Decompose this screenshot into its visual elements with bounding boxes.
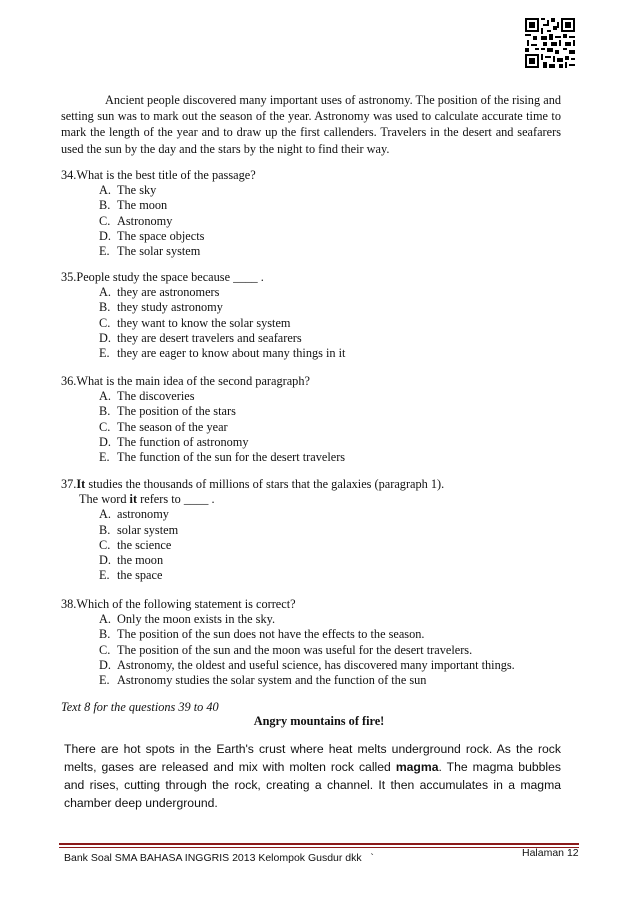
footer-rule-thin bbox=[59, 847, 579, 848]
option-b: B. solar system bbox=[99, 522, 179, 537]
question-sub-stem: The word it refers to ____ . bbox=[79, 492, 215, 507]
text8-title: Angry mountains of fire! bbox=[253, 714, 385, 728]
question-35 bbox=[61, 270, 561, 361]
option-b: B. The position of the sun does not have the effects to the season. bbox=[99, 627, 425, 642]
option-d: D. The function of astronomy bbox=[99, 434, 249, 449]
option-b: B. they study astronomy bbox=[99, 300, 223, 315]
question-36 bbox=[61, 374, 561, 465]
option-d: D. The space objects bbox=[99, 228, 205, 243]
question-38 bbox=[61, 597, 561, 688]
option-c: C. Astronomy bbox=[99, 213, 173, 228]
question-stem: 35.People study the space because ____ . bbox=[61, 270, 264, 284]
option-c: C. the science bbox=[99, 537, 172, 552]
question-34 bbox=[61, 168, 561, 259]
passage-text: Ancient people discovered many important uses of astronomy. The position of the rising and setting sun was to mark out the season of the year. Astronomy was used to calculate accurate time to mark the length of the year and to draw up the first callenders. Travelers in the desert and seafarers used the sun by the day and the stars by the night to find their way. bbox=[61, 93, 561, 156]
footer-title: Bank Soal SMA BAHASA INGGRIS 2013 Kelompok Gusdur dkk ` bbox=[64, 852, 374, 864]
option-d: D. Astronomy, the oldest and useful science, has discovered many important things. bbox=[99, 657, 515, 672]
option-c: C. The season of the year bbox=[99, 419, 228, 434]
option-b: B. The position of the stars bbox=[99, 404, 236, 419]
text8-intro: Text 8 for the questions 39 to 40 bbox=[61, 700, 219, 714]
question-stem: 36.What is the main idea of the second paragraph? bbox=[61, 374, 310, 388]
option-e: E. The solar system bbox=[99, 244, 201, 259]
option-a: A. The sky bbox=[99, 183, 157, 198]
option-c: C. they want to know the solar system bbox=[99, 315, 291, 330]
option-e: E. The function of the sun for the desert travelers bbox=[99, 450, 346, 465]
text8-paragraph: There are hot spots in the Earth's crust where heat melts underground rock. As the rock melts, gases are released and mix with molten rock called magma. The magma bubbles and rises, cutting through the rock, creating a channel. It then accumulates in a magma chamber deep underground. bbox=[64, 742, 561, 810]
question-stem: 37.It studies the thousands of millions of stars that the galaxies (paragraph 1). bbox=[61, 477, 445, 491]
option-b: B. The moon bbox=[99, 198, 168, 213]
footer-rule bbox=[59, 843, 579, 845]
option-d: D. the moon bbox=[99, 553, 164, 568]
question-37 bbox=[61, 477, 561, 583]
reading-passage bbox=[61, 92, 561, 157]
option-e: E. they are eager to know about many things in it bbox=[99, 346, 346, 361]
option-a: A. The discoveries bbox=[99, 389, 195, 404]
option-a: A. astronomy bbox=[99, 507, 169, 522]
option-d: D. they are desert travelers and seafarers bbox=[99, 330, 302, 345]
option-e: E. Astronomy studies the solar system and the function of the sun bbox=[99, 673, 427, 688]
question-stem: 38.Which of the following statement is correct? bbox=[61, 597, 296, 611]
qr-code-icon bbox=[525, 18, 575, 68]
option-a: A. Only the moon exists in the sky. bbox=[99, 612, 276, 627]
option-e: E. the space bbox=[99, 568, 163, 583]
question-stem: 34.What is the best title of the passage? bbox=[61, 168, 256, 182]
option-a: A. they are astronomers bbox=[99, 285, 220, 300]
page-number: Halaman 12 bbox=[522, 847, 579, 859]
option-c: C. The position of the sun and the moon was useful for the desert travelers. bbox=[99, 642, 473, 657]
